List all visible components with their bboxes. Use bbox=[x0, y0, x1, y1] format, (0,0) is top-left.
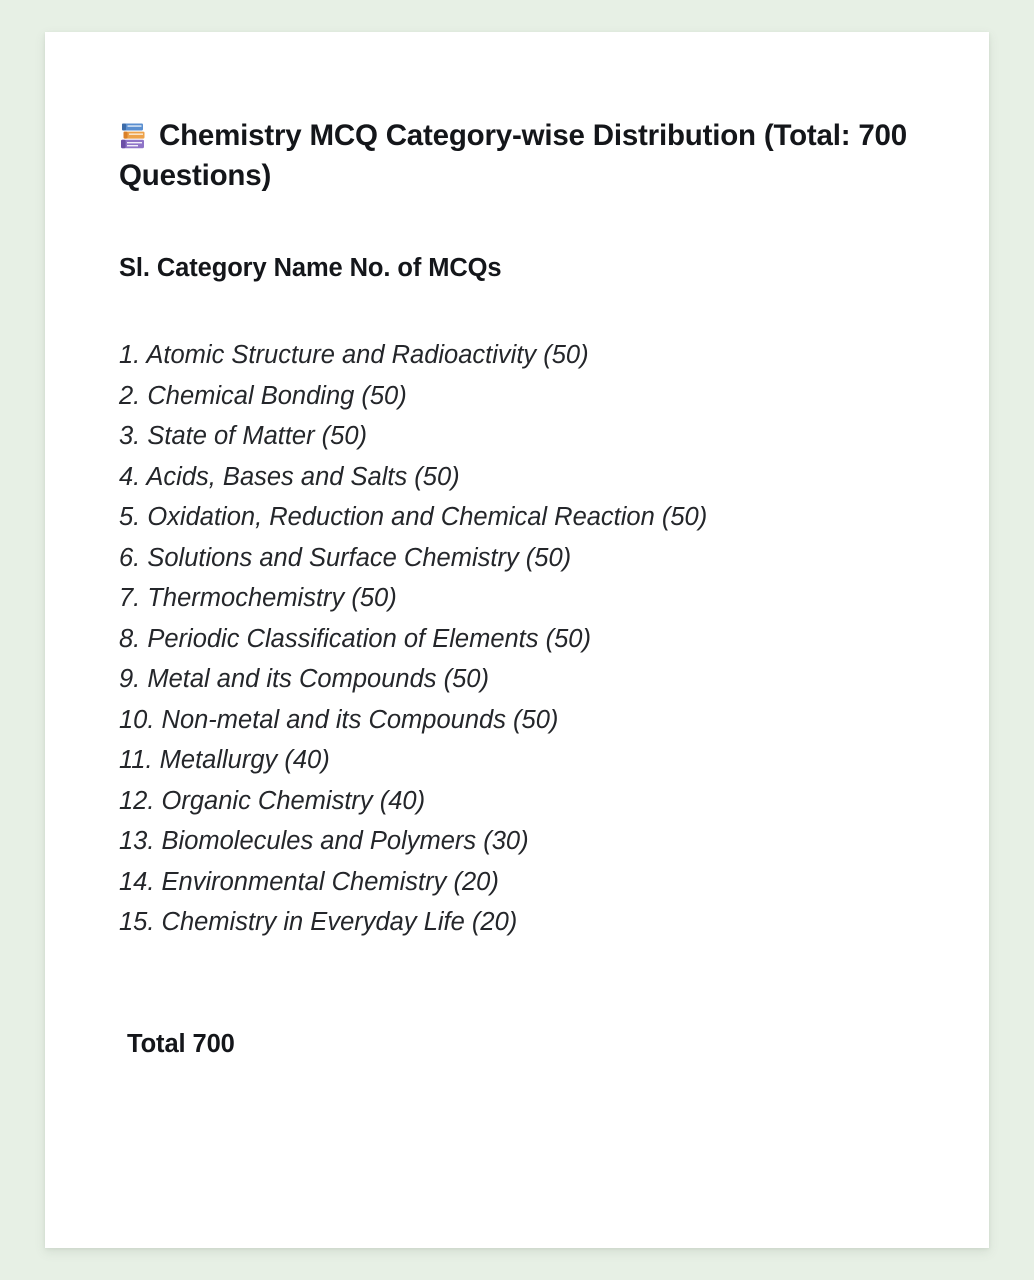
list-item: 4. Acids, Bases and Salts (50) bbox=[119, 462, 460, 491]
document-content bbox=[45, 32, 989, 1061]
list-item: 2. Chemical Bonding (50) bbox=[119, 381, 407, 410]
column-header-row: Sl. Category Name No. of MCQs bbox=[119, 254, 502, 282]
page-title bbox=[119, 116, 929, 196]
list-item: 14. Environmental Chemistry (20) bbox=[119, 867, 499, 896]
page-title-text: Chemistry MCQ Category-wise Distribution (Total: 700 Questions) bbox=[119, 119, 907, 192]
list-item: 6. Solutions and Surface Chemistry (50) bbox=[119, 543, 572, 572]
list-item: 11. Metallurgy (40) bbox=[119, 746, 330, 774]
list-item: 7. Thermochemistry (50) bbox=[119, 584, 397, 612]
list-item: 12. Organic Chemistry (40) bbox=[119, 786, 426, 815]
document-card bbox=[45, 32, 989, 1248]
total-row: Total 700 bbox=[127, 1029, 235, 1058]
list-item: 1. Atomic Structure and Radioactivity (50) bbox=[119, 341, 589, 369]
list-item: 15. Chemistry in Everyday Life (20) bbox=[119, 908, 518, 936]
list-item: 8. Periodic Classification of Elements (50) bbox=[119, 624, 591, 653]
books-icon bbox=[119, 122, 151, 150]
list-item: 5. Oxidation, Reduction and Chemical Reaction (50) bbox=[119, 503, 708, 531]
category-list bbox=[119, 335, 929, 943]
list-item: 13. Biomolecules and Polymers (30) bbox=[119, 827, 529, 855]
list-item: 3. State of Matter (50) bbox=[119, 422, 368, 450]
list-item: 10. Non-metal and its Compounds (50) bbox=[119, 705, 559, 734]
list-item: 9. Metal and its Compounds (50) bbox=[119, 665, 489, 693]
